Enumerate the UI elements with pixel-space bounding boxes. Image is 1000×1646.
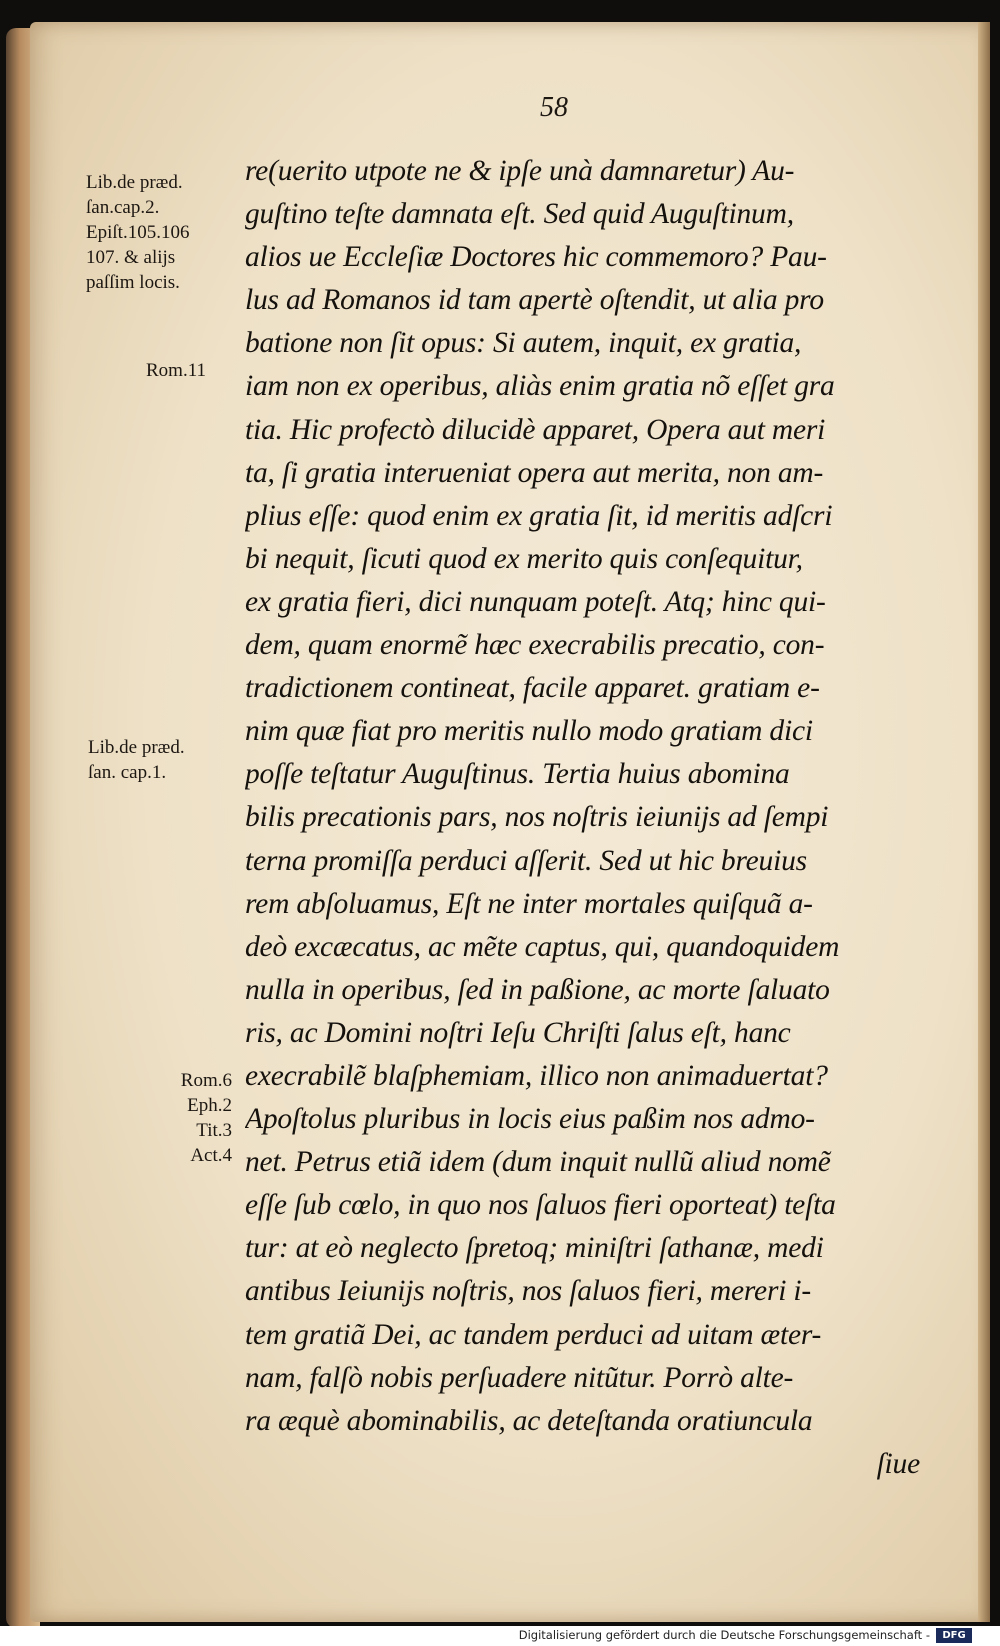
- margin-note-line: paſſim locis.: [86, 272, 180, 293]
- text-line: nim quæ fiat pro meritis nullo modo gratiam dici: [245, 715, 813, 748]
- text-line: plius eſſe: quod enim ex gratia ſit, id meritis adſcri: [245, 499, 833, 532]
- text-line: execrabilẽ blaſphemiam, illico non animaduertat?: [245, 1059, 828, 1092]
- text-line: ex gratia fieri, dici nunquam poteſt. Atq; hinc qui-: [245, 585, 826, 618]
- margin-note-line: Lib.de præd.: [88, 737, 185, 758]
- text-line: guſtino teſte damnata eſt. Sed quid Auguſtinum,: [245, 198, 794, 231]
- text-line: batione non ſit opus: Si autem, inquit, ex gratia,: [245, 327, 802, 360]
- text-line: lus ad Romanos id tam apertè oſtendit, ut alia pro: [245, 284, 824, 317]
- page-number: 58: [540, 92, 568, 123]
- margin-note-line: Act.4: [190, 1145, 232, 1166]
- digitization-credit: Digitalisierung gefördert durch die Deutsche Forschungsgemeinschaft -: [518, 1628, 930, 1642]
- margin-note-3: [88, 735, 185, 785]
- text-line: antibus Ieiunijs noſtris, nos ſaluos fieri, mereri i-: [245, 1275, 812, 1308]
- text-line: iam non ex operibus, aliàs enim gratia nõ eſſet gra: [245, 370, 835, 403]
- margin-note-4: [152, 1068, 232, 1168]
- margin-note-line: Lib.de præd.: [86, 172, 183, 193]
- text-line: eſſe ſub cœlo, in quo nos ſaluos fieri oporteat) teſta: [245, 1189, 836, 1222]
- margin-note-line: 107. & alijs: [86, 247, 176, 268]
- text-line: tur: at eò neglecto ſpretoq; miniſtri ſathanæ, medi: [245, 1232, 824, 1265]
- text-line: re(uerito utpote ne & ipſe unà damnaretur) Au-: [245, 155, 795, 187]
- text-line: tradictionem contineat, facile apparet. gratiam e-: [245, 672, 820, 705]
- text-line: poſſe teſtatur Auguſtinus. Tertia huius abomina: [245, 758, 790, 791]
- dfg-logo: DFG: [936, 1628, 972, 1643]
- margin-note-2: [146, 358, 206, 383]
- text-line: alios ue Eccleſiæ Doctores hic commemoro? Pau-: [245, 241, 827, 274]
- margin-note-line: Eph.2: [187, 1095, 232, 1116]
- text-line: tem gratiã Dei, ac tandem perduci ad uitam æter-: [245, 1318, 822, 1351]
- margin-note-line: ſan. cap.1.: [88, 762, 167, 783]
- margin-note-1: [86, 170, 189, 295]
- body-text: [245, 150, 960, 1486]
- text-line: net. Petrus etiã idem (dum inquit nullũ aliud nomẽ: [245, 1146, 831, 1179]
- text-line: bilis precationis pars, nos noſtris ieiunijs ad ſempi: [245, 801, 829, 834]
- text-line: tia. Hic profectò dilucidè apparet, Opera aut meri: [245, 413, 826, 446]
- text-line: terna promiſſa perduci aſſerit. Sed ut hic breuius: [245, 844, 807, 877]
- text-line: nulla in operibus, ſed in paßione, ac morte ſaluato: [245, 973, 830, 1006]
- text-line: ra æquè abominabilis, ac deteſtanda oratiuncula: [245, 1404, 813, 1437]
- text-line: Apoſtolus pluribus in locis eius paßim nos admo-: [245, 1103, 815, 1136]
- text-line: nam, falſò nobis perſuadere nitũtur. Porrò alte-: [245, 1361, 794, 1394]
- text-line: rem abſoluamus, Eſt ne inter mortales quiſquã a-: [245, 887, 813, 920]
- catchword: ſiue: [876, 1447, 920, 1480]
- margin-note-line: Tit.3: [196, 1120, 232, 1141]
- margin-note-line: Rom.11: [146, 360, 206, 381]
- text-line: dem, quam enormẽ hæc execrabilis precatio, con-: [245, 629, 825, 662]
- margin-note-line: Rom.6: [180, 1070, 232, 1091]
- margin-note-line: ſan.cap.2.: [86, 197, 160, 218]
- margin-note-line: Epiſt.105.106: [86, 222, 190, 243]
- text-line: ris, ac Domini noſtri Ieſu Chriſti ſalus eſt, hanc: [245, 1016, 791, 1049]
- text-line: deò excæcatus, ac mẽte captus, qui, quandoquidem: [245, 930, 840, 963]
- text-line: ta, ſi gratia interueniat opera aut merita, non am-: [245, 456, 824, 489]
- text-line: bi nequit, ſicuti quod ex merito quis conſequitur,: [245, 542, 803, 575]
